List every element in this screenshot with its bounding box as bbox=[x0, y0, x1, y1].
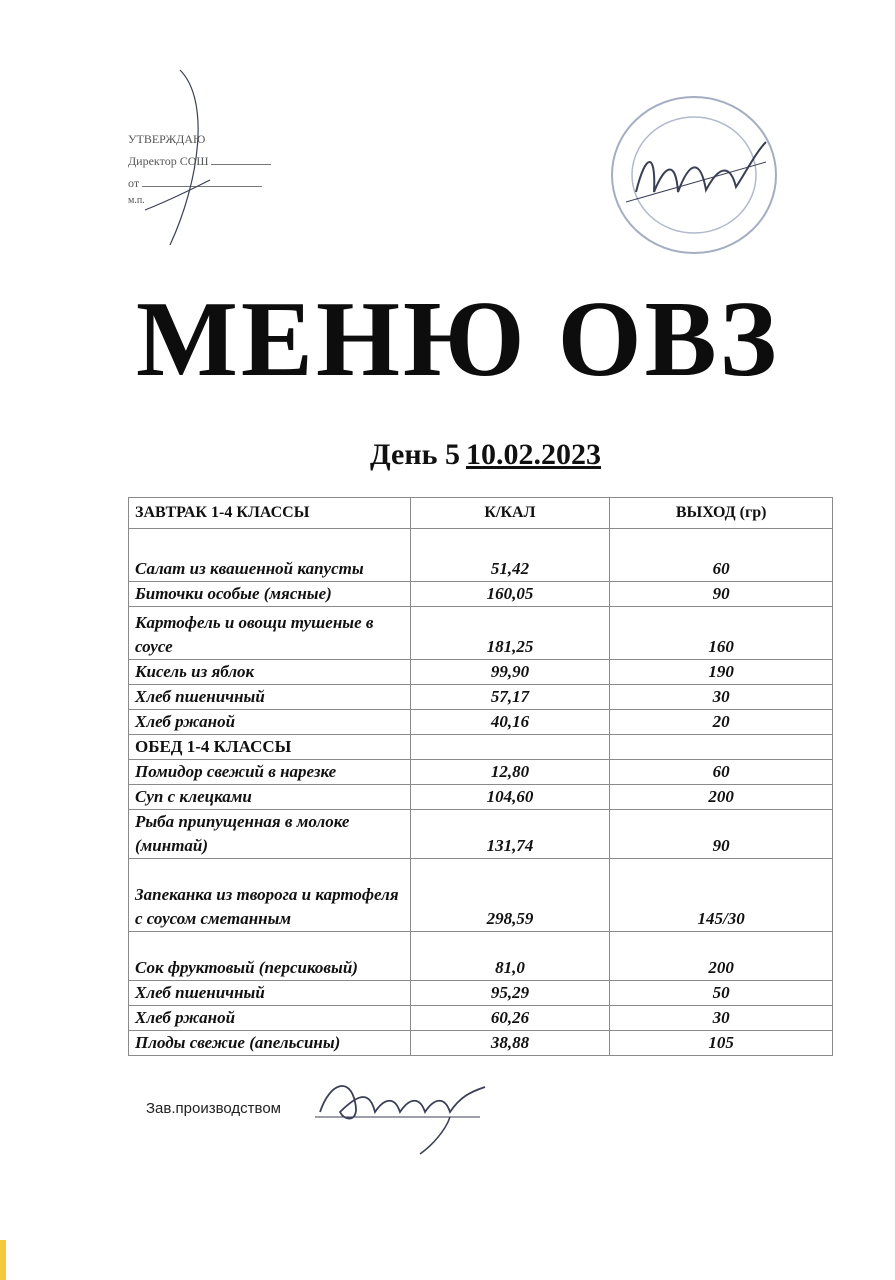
dish-kcal: 104,60 bbox=[410, 785, 610, 810]
dish-name: Сок фруктовый (персиковый) bbox=[129, 932, 411, 981]
production-manager-label: Зав.производством bbox=[146, 1100, 281, 1117]
dish-kcal: 95,29 bbox=[410, 981, 610, 1006]
table-header-row bbox=[129, 498, 833, 529]
dish-name: Хлеб ржаной bbox=[129, 710, 411, 735]
dish-weight: 30 bbox=[610, 685, 833, 710]
dish-name: Запеканка из творога и картофеля с соусом сметанным bbox=[129, 859, 411, 932]
table-row bbox=[129, 607, 833, 660]
dish-kcal: 60,26 bbox=[410, 1006, 610, 1031]
director-signature bbox=[140, 60, 220, 260]
header-kcal: К/КАЛ bbox=[410, 498, 610, 529]
dish-weight: 200 bbox=[610, 785, 833, 810]
lunch-heading: ОБЕД 1-4 КЛАССЫ bbox=[129, 735, 411, 760]
dish-name: Суп с клецками bbox=[129, 785, 411, 810]
day-date: 10.02.2023 bbox=[465, 438, 601, 471]
official-stamp bbox=[606, 92, 782, 258]
dish-weight: 30 bbox=[610, 1006, 833, 1031]
dish-weight: 90 bbox=[610, 582, 833, 607]
dish-weight: 60 bbox=[610, 529, 833, 582]
dish-weight: 145/30 bbox=[610, 859, 833, 932]
dish-name: Рыба припущенная в молоке (минтай) bbox=[129, 810, 411, 859]
dish-weight: 160 bbox=[610, 607, 833, 660]
table-row bbox=[129, 1031, 833, 1056]
table-row bbox=[129, 685, 833, 710]
approval-heading: УТВЕРЖДАЮ bbox=[128, 132, 206, 146]
dish-weight: 60 bbox=[610, 760, 833, 785]
director-label: Директор СОШ bbox=[128, 154, 209, 168]
dish-name: Хлеб пшеничный bbox=[129, 685, 411, 710]
dish-name: Помидор свежий в нарезке bbox=[129, 760, 411, 785]
dish-weight: 200 bbox=[610, 932, 833, 981]
dish-kcal: 81,0 bbox=[410, 932, 610, 981]
corner-mark bbox=[0, 1240, 6, 1280]
dish-kcal: 57,17 bbox=[410, 685, 610, 710]
table-row bbox=[129, 859, 833, 932]
dish-name: Салат из квашенной капусты bbox=[129, 529, 411, 582]
dish-kcal: 40,16 bbox=[410, 710, 610, 735]
table-row bbox=[129, 660, 833, 685]
table-row bbox=[129, 1006, 833, 1031]
dish-kcal: 160,05 bbox=[410, 582, 610, 607]
dish-kcal: 131,74 bbox=[410, 810, 610, 859]
dish-weight: 90 bbox=[610, 810, 833, 859]
dish-weight: 190 bbox=[610, 660, 833, 685]
menu-table bbox=[128, 497, 833, 1056]
table-row bbox=[129, 932, 833, 981]
dish-name: Хлеб пшеничный bbox=[129, 981, 411, 1006]
table-row bbox=[129, 810, 833, 859]
table-row bbox=[129, 529, 833, 582]
table-row bbox=[129, 710, 833, 735]
dish-weight: 105 bbox=[610, 1031, 833, 1056]
from-label: от bbox=[128, 176, 140, 190]
production-manager-signature bbox=[300, 1062, 500, 1162]
dish-kcal: 298,59 bbox=[410, 859, 610, 932]
table-row bbox=[129, 582, 833, 607]
table-row bbox=[129, 981, 833, 1006]
dish-kcal: 12,80 bbox=[410, 760, 610, 785]
dish-name: Хлеб ржаной bbox=[129, 1006, 411, 1031]
production-manager-line bbox=[146, 1100, 281, 1117]
dish-name: Биточки особые (мясные) bbox=[129, 582, 411, 607]
dish-kcal: 38,88 bbox=[410, 1031, 610, 1056]
lunch-section-row bbox=[129, 735, 833, 760]
dish-name: Картофель и овощи тушеные в соусе bbox=[129, 607, 411, 660]
dish-weight: 50 bbox=[610, 981, 833, 1006]
table-row bbox=[129, 760, 833, 785]
header-breakfast: ЗАВТРАК 1-4 КЛАССЫ bbox=[129, 498, 411, 529]
header-weight: ВЫХОД (гр) bbox=[610, 498, 833, 529]
day-heading bbox=[370, 438, 601, 472]
day-label: День 5 bbox=[370, 438, 460, 471]
dish-kcal: 181,25 bbox=[410, 607, 610, 660]
dish-kcal: 99,90 bbox=[410, 660, 610, 685]
page-title: МЕНЮ ОВЗ bbox=[136, 280, 780, 399]
table-row bbox=[129, 785, 833, 810]
seal-abbr: м.п. bbox=[128, 195, 145, 206]
dish-name: Плоды свежие (апельсины) bbox=[129, 1031, 411, 1056]
dish-weight: 20 bbox=[610, 710, 833, 735]
dish-name: Кисель из яблок bbox=[129, 660, 411, 685]
dish-kcal: 51,42 bbox=[410, 529, 610, 582]
